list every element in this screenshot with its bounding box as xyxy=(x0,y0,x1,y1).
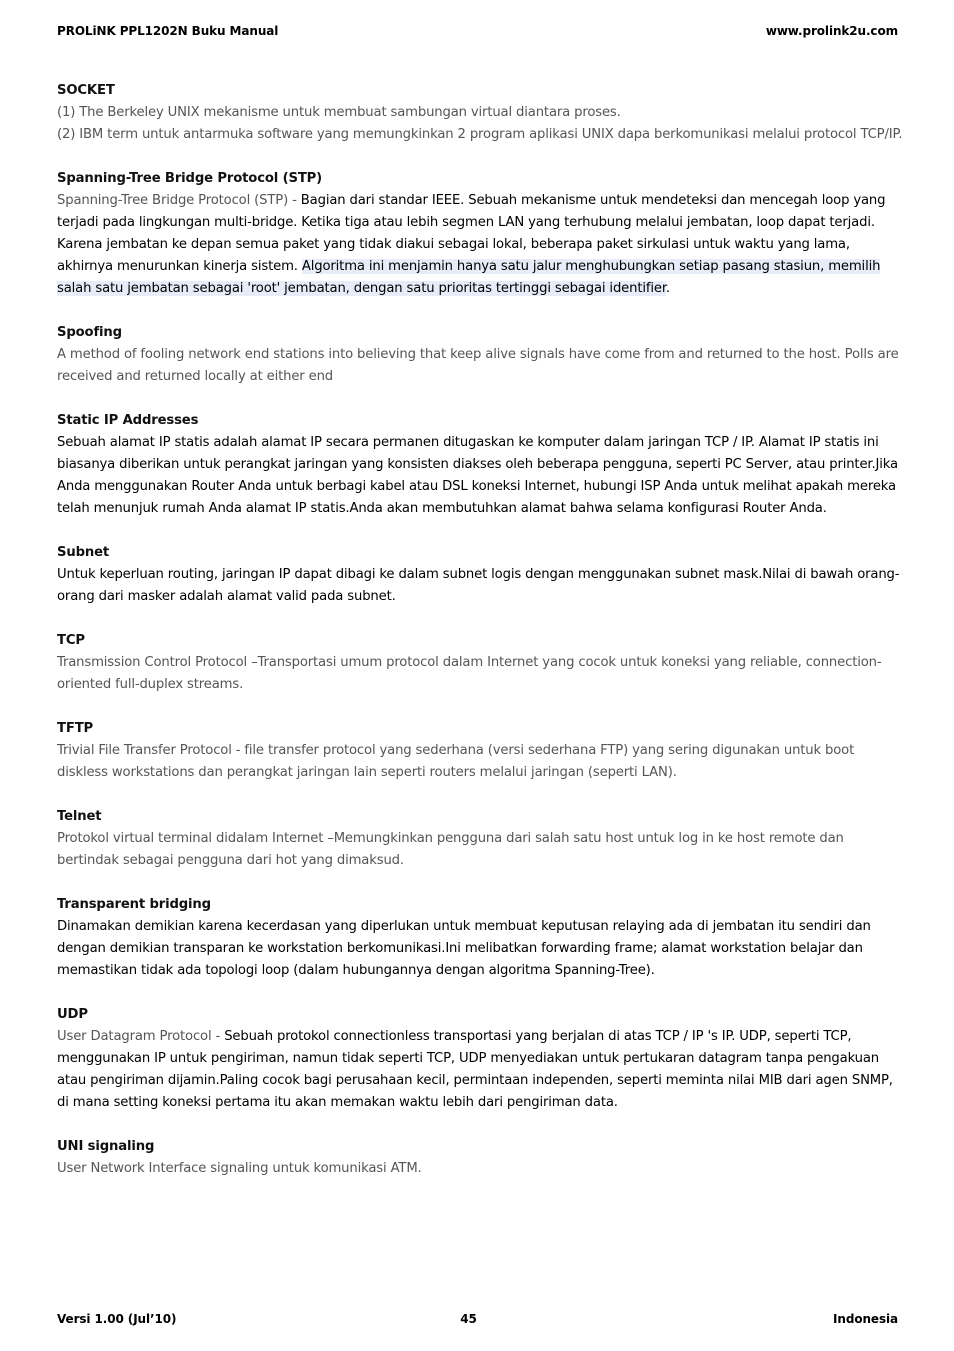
entry-term: Static IP Addresses xyxy=(57,413,199,428)
entry-term: TCP xyxy=(57,633,85,648)
glossary-entry-stp xyxy=(57,168,903,300)
glossary-entry-transparent-bridging xyxy=(57,894,903,982)
glossary-entry-telnet xyxy=(57,806,903,872)
entry-suffix: . xyxy=(665,281,670,296)
glossary-entry-spoofing xyxy=(57,322,903,388)
entry-prefix: User Datagram Protocol - xyxy=(57,1029,225,1044)
glossary-entry-tftp xyxy=(57,718,903,784)
entry-term: TFTP xyxy=(57,721,94,736)
entry-term: Subnet xyxy=(57,545,110,560)
entry-term: Transparent bridging xyxy=(57,897,211,912)
entry-term: Spanning-Tree Bridge Protocol (STP) xyxy=(57,171,323,186)
glossary-entry-subnet xyxy=(57,542,903,608)
entry-body: Sebuah protokol connectionless transportasi yang berjalan di atas TCP / IP 's IP. UDP, seperti TCP, menggunakan IP untuk pengiriman, namun tidak seperti TCP, UDP menyediakan untuk pertukaran datagram tanpa pengakuan atau pengiriman dijamin.Paling cocok bagi perusahaan kecil, permintaan independen, seperti meminta nilai MIB dari agen SNMP, di mana setting koneksi pertama itu akan memakan waktu lebih dari pengiriman data. xyxy=(57,1029,893,1110)
entry-prefix: Spanning-Tree Bridge Protocol (STP) - xyxy=(57,193,301,208)
entry-term: Telnet xyxy=(57,809,102,824)
version-label: Versi 1.00 (Jul’10) xyxy=(57,1312,177,1326)
entry-definition-1: (1) The Berkeley UNIX mekanisme untuk membuat sambungan virtual diantara proses. xyxy=(57,105,621,120)
page-footer xyxy=(57,1312,898,1328)
entry-term: SOCKET xyxy=(57,83,115,98)
glossary-entry-socket xyxy=(57,80,903,146)
entry-definition: Protokol virtual terminal didalam Internet –Memungkinkan pengguna dari salah satu host untuk log in ke host remote dan bertindak sebagai pengguna dari hot yang dimaksud. xyxy=(57,831,844,868)
language-label: Indonesia xyxy=(833,1312,898,1326)
entry-definition: Untuk keperluan routing, jaringan IP dapat dibagi ke dalam subnet logis dengan menggunakan subnet mask.Nilai di bawah orang-orang dari masker adalah alamat valid pada subnet. xyxy=(57,567,900,604)
entry-definition: Transmission Control Protocol –Transportasi umum protocol dalam Internet yang cocok untuk koneksi yang reliable, connection-oriented full-duplex streams. xyxy=(57,655,882,692)
page-number: 45 xyxy=(460,1312,477,1326)
entry-definition: Trivial File Transfer Protocol - file transfer protocol yang sederhana (versi sederhana FTP) yang sering digunakan untuk boot diskless workstations dan perangkat jaringan lain seperti routers melalui jaringan (seperti LAN). xyxy=(57,743,855,780)
manual-title: PROLiNK PPL1202N Buku Manual xyxy=(57,24,279,38)
glossary-entry-udp xyxy=(57,1004,903,1114)
glossary-content xyxy=(57,80,903,1202)
entry-definition: User Network Interface signaling untuk komunikasi ATM. xyxy=(57,1161,422,1176)
entry-definition xyxy=(57,190,903,300)
glossary-entry-static-ip xyxy=(57,410,903,520)
website-url: www.prolink2u.com xyxy=(765,24,898,38)
entry-term: UNI signaling xyxy=(57,1139,155,1154)
glossary-entry-uni-signaling xyxy=(57,1136,903,1180)
entry-definition: A method of fooling network end stations into believing that keep alive signals have come from and returned to the host. Polls are received and returned locally at either end xyxy=(57,347,899,384)
glossary-entry-tcp xyxy=(57,630,903,696)
entry-definition xyxy=(57,1026,903,1114)
entry-definition: Dinamakan demikian karena kecerdasan yang diperlukan untuk membuat keputusan relaying ada di jembatan itu sendiri dan dengan demikian transparan ke workstation berkomunikasi.Ini melibatkan forwarding frame; alamat workstation belajar dan memastikan tidak ada topologi loop (dalam hubungannya dengan algoritma Spanning-Tree). xyxy=(57,919,871,978)
entry-term: Spoofing xyxy=(57,325,122,340)
entry-definition: Sebuah alamat IP statis adalah alamat IP secara permanen ditugaskan ke komputer dalam jaringan TCP / IP. Alamat IP statis ini biasanya diberikan untuk perangkat jaringan yang konsisten diakses oleh beberapa pengguna, seperti PC Server, atau printer.Jika Anda menggunakan Router Anda untuk berbagi kabel atau DSL koneksi Internet, hubungi ISP Anda untuk melihat apakah mereka telah menunjuk rumah Anda alamat IP statis.Anda akan membutuhkan alamat bahwa selama konfigurasi Router Anda. xyxy=(57,435,898,516)
entry-body: Bagian dari standar IEEE. Sebuah mekanisme untuk mendeteksi dan mencegah loop yang terjadi pada lingkungan multi-bridge. Ketika tiga atau lebih segmen LAN yang terhubung melalui jembatan, loop dapat terjadi. Karena jembatan ke depan semua paket yang tidak diakui sebagai lokal, beberapa paket sirkulasi untuk waktu yang lama, akhirnya menurunkan kinerja sistem. xyxy=(57,193,886,274)
highlighted-text: Algoritma ini menjamin hanya satu jalur menghubungkan setiap pasang stasiun, memilih salah satu jembatan sebagai 'root' jembatan, dengan satu prioritas tertinggi sebagai identifier xyxy=(57,259,881,296)
entry-definition-2: (2) IBM term untuk antarmuka software yang memungkinkan 2 program aplikasi UNIX dapa berkomunikasi melalui protocol TCP/IP. xyxy=(57,127,903,142)
entry-term: UDP xyxy=(57,1007,88,1022)
page-header xyxy=(57,24,898,40)
